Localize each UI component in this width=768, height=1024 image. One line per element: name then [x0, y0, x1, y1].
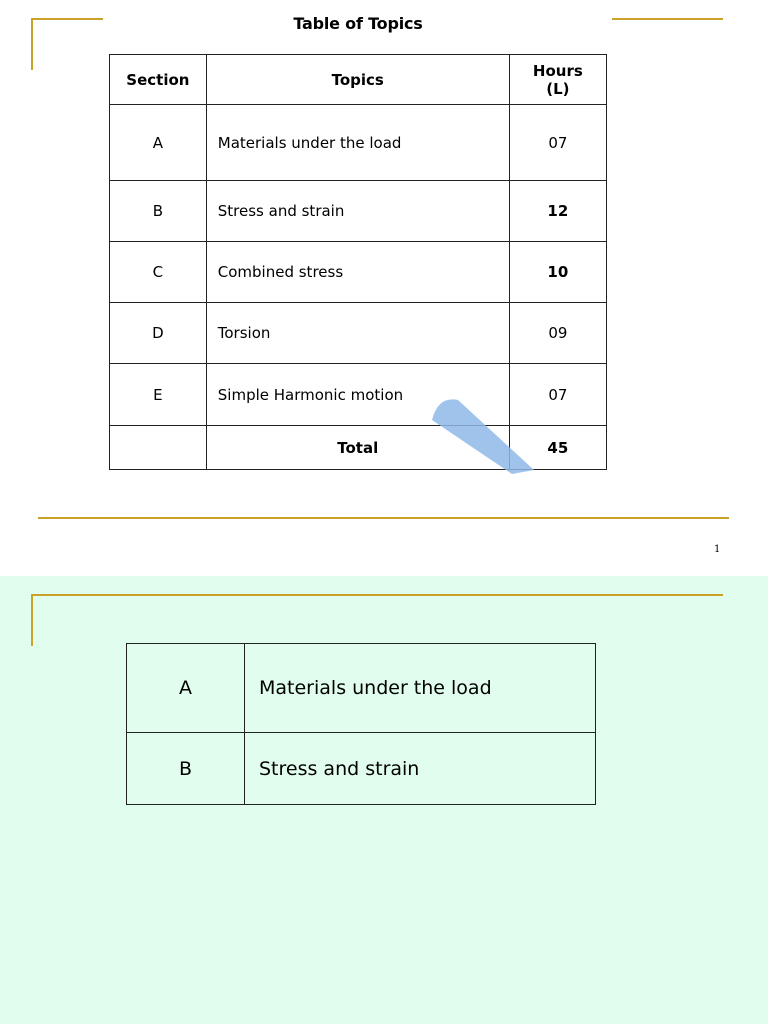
row-topic: Combined stress — [206, 242, 509, 303]
row-topic: Materials under the load — [245, 644, 596, 733]
table-row — [127, 733, 596, 805]
bottom-rule — [38, 517, 729, 519]
row-section: E — [110, 364, 207, 426]
row-hours: 09 — [509, 303, 606, 364]
total-hours: 45 — [509, 426, 606, 470]
header-topics: Topics — [206, 55, 509, 105]
row-topic: Stress and strain — [245, 733, 596, 805]
page-number: 1 — [714, 544, 721, 555]
row-section: B — [110, 181, 207, 242]
zoomed-topics-table — [126, 643, 596, 805]
row-hours: 07 — [509, 105, 606, 181]
slide-title: Table of Topics — [293, 14, 423, 33]
table-row — [127, 644, 596, 733]
header-section: Section — [110, 55, 207, 105]
row-topic: Simple Harmonic motion — [206, 364, 509, 426]
slide2-top-rule-vertical — [31, 594, 33, 646]
header-hours-line2: (L) — [546, 79, 570, 98]
row-section: A — [127, 644, 245, 733]
header-hours-line1: Hours — [532, 61, 583, 80]
row-topic: Materials under the load — [206, 105, 509, 181]
slide2-top-rule-horizontal — [31, 594, 723, 596]
row-section: A — [110, 105, 207, 181]
total-label: Total — [206, 426, 509, 470]
row-section: D — [110, 303, 207, 364]
row-section: B — [127, 733, 245, 805]
slide-2 — [0, 576, 768, 1024]
row-hours: 12 — [509, 181, 606, 242]
row-hours: 10 — [509, 242, 606, 303]
row-hours: 07 — [509, 364, 606, 426]
row-topic: Stress and strain — [206, 181, 509, 242]
row-topic: Torsion — [206, 303, 509, 364]
row-section: C — [110, 242, 207, 303]
